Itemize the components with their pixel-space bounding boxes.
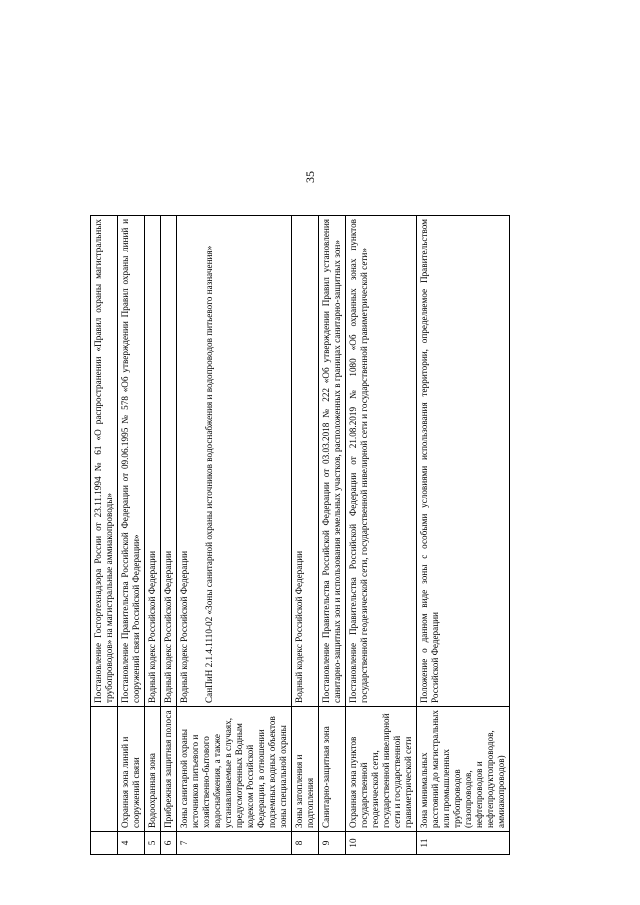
legal-basis bbox=[118, 216, 145, 707]
row-number: 10 bbox=[346, 832, 417, 855]
legal-basis bbox=[177, 216, 292, 707]
legal-basis-text: Постановление Правительства Российской Федерации от 09.06.1995 № 578 «Об утверждении Правил охраны линий и сооружений связи Российской Федерации» bbox=[120, 219, 141, 703]
table-row bbox=[91, 216, 118, 855]
row-number: 6 bbox=[161, 832, 177, 855]
zone-name: Зоны санитарной охраны источников питьевого и хозяйственно-бытового водоснабжения, а также устанавливаемые в случаях, предусмотренных Водным кодексом Российской Федерации, в отношении подземных водных объектов зоны специальной охраны bbox=[177, 707, 292, 832]
legal-basis bbox=[346, 216, 417, 707]
legal-basis-text: Постановление Правительства Российской Федерации от 03.03.2018 № 222 «Об утверждении Правил установления санитарно-защитных зон и использования земельных участков, расположенных в границах санитарно-защитных зон» bbox=[321, 219, 342, 703]
legal-basis-text: СанПиН 2.1.4.1110-02 «Зоны санитарной охраны источников водоснабжения и водопроводов питьевого назначения» bbox=[204, 245, 214, 703]
zone-name: Зона минимальных расстояний до магистральных или промышленных трубопроводов (газопроводов, нефтепроводов и нефтепродуктопроводов, аммиакопроводов) bbox=[417, 707, 510, 832]
zone-name: Прибрежная защитная полоса bbox=[161, 707, 177, 832]
legal-basis-text: Постановление Госгортехнадзора России от 23.11.1994 № 61 «О распространении «Правил охраны магистральных трубопроводов» на магистральные аммиакопроводы» bbox=[93, 219, 114, 703]
table-row bbox=[292, 216, 319, 855]
row-number: 7 bbox=[177, 832, 292, 855]
legal-basis bbox=[292, 216, 319, 707]
legal-basis-text: Водный кодекс Российской Федерации bbox=[163, 550, 173, 703]
row-number: 11 bbox=[417, 832, 510, 855]
zone-name: Санитарно-защитная зона bbox=[319, 707, 346, 832]
zone-name: Охранная зона пунктов государственной геодезической сети, государственной нивелирной сети и государственной гравиметрической сети bbox=[346, 707, 417, 832]
zone-name: Охранная зона линий и сооружений связи bbox=[118, 707, 145, 832]
legal-basis bbox=[417, 216, 510, 707]
table-row bbox=[417, 216, 510, 855]
zone-name: Зоны затопления и подтопления bbox=[292, 707, 319, 832]
document-table-container bbox=[90, 215, 528, 855]
zones-table-body bbox=[91, 216, 510, 855]
legal-basis-text: Положение о данном виде зоны с особыми условиями использования территории, определяемое Правительством Российской Федерации bbox=[419, 219, 440, 703]
table-row bbox=[177, 216, 292, 855]
table-row bbox=[319, 216, 346, 855]
table-row bbox=[118, 216, 145, 855]
table-row bbox=[161, 216, 177, 855]
legal-basis bbox=[145, 216, 161, 707]
table-row bbox=[145, 216, 161, 855]
zones-table bbox=[90, 215, 510, 855]
table-row bbox=[346, 216, 417, 855]
legal-basis bbox=[161, 216, 177, 707]
page-number: 35 bbox=[303, 171, 317, 183]
legal-basis bbox=[91, 216, 118, 707]
row-number: 5 bbox=[145, 832, 161, 855]
row-number: 4 bbox=[118, 832, 145, 855]
legal-basis-text: Водный кодекс Российской Федерации bbox=[294, 550, 304, 703]
legal-basis-text: Водный кодекс Российской Федерации bbox=[179, 550, 189, 703]
zone-name: Водоохранная зона bbox=[145, 707, 161, 832]
legal-basis bbox=[319, 216, 346, 707]
row-number bbox=[91, 832, 118, 855]
row-number: 8 bbox=[292, 832, 319, 855]
legal-basis-text: Постановление Правительства Российской Федерации от 21.08.2019 № 1080 «Об охранных зонах пунктов государственной геодезической сети, государственной нивелирной сети и государственной гравиметрической сети» bbox=[348, 219, 369, 703]
legal-basis-text: Водный кодекс Российской Федерации bbox=[147, 550, 157, 703]
row-number: 9 bbox=[319, 832, 346, 855]
zone-name bbox=[91, 707, 118, 832]
